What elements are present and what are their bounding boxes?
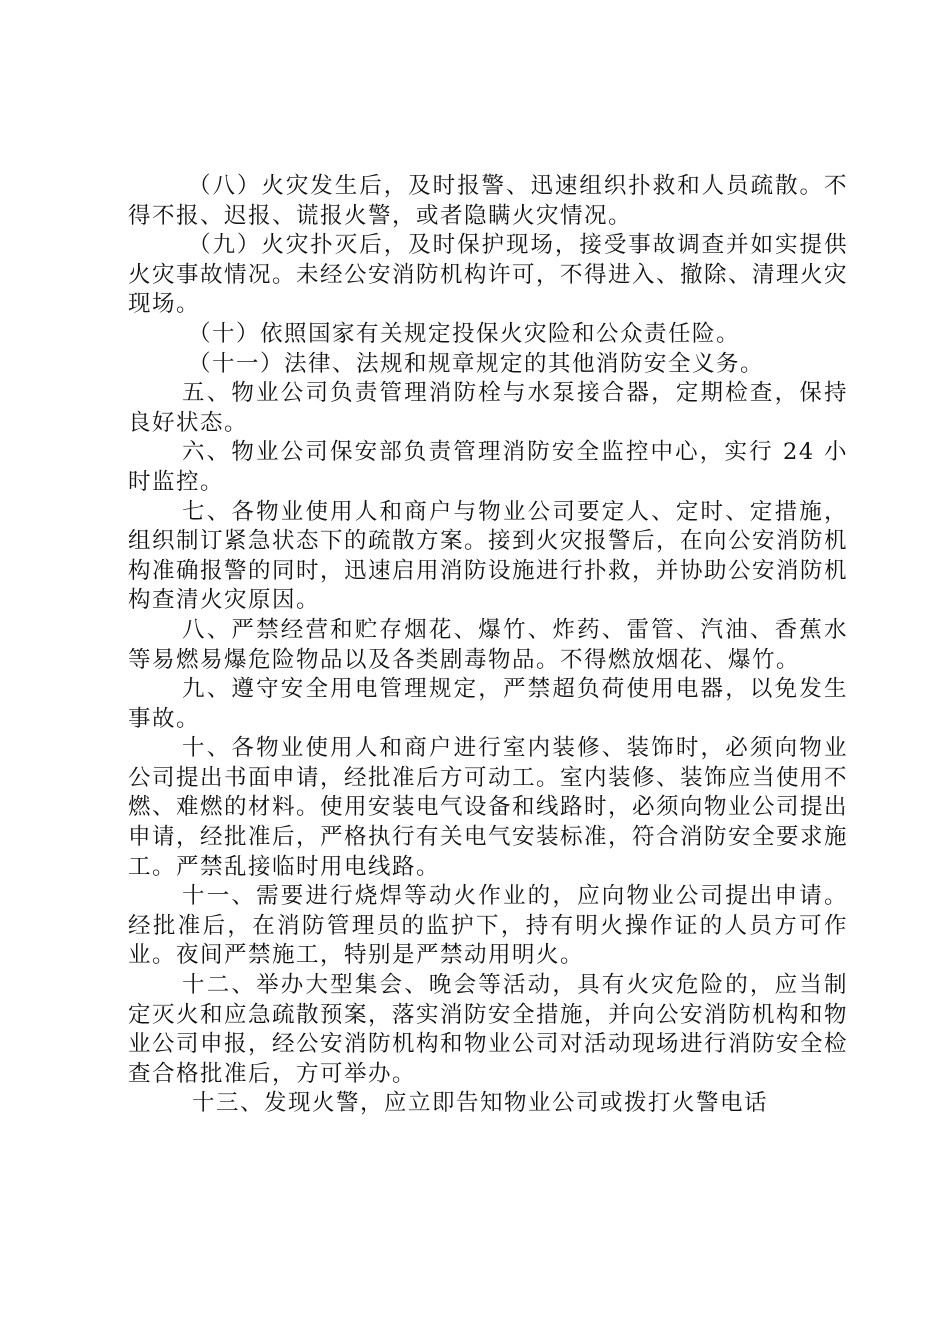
paragraph-article-6: 六、物业公司保安部负责管理消防安全监控中心，实行 24 小时监控。 <box>128 439 848 495</box>
paragraph-article-13: 十三、发现火警，应立即告知物业公司或拨打火警电话 <box>192 1090 769 1117</box>
paragraph-article-9: 九、遵守安全用电管理规定，严禁超负荷使用电器，以免发生事故。 <box>128 676 848 732</box>
paragraph-item-11: （十一）法律、法规和规章规定的其他消防安全义务。 <box>188 350 765 377</box>
paragraph-article-8: 八、严禁经营和贮存烟花、爆竹、炸药、雷管、汽油、香蕉水等易燃易爆危险物品以及各类剧毒物品。不得燃放烟花、爆竹。 <box>128 616 848 673</box>
paragraph-item-10: （十）依照国家有关规定投保火灾险和公众责任险。 <box>188 320 741 347</box>
paragraph-article-5: 五、物业公司负责管理消防栓与水泵接合器，定期检查，保持良好状态。 <box>128 380 848 436</box>
paragraph-article-7: 七、各物业使用人和商户与物业公司要定人、定时、定措施，组织制订紧急状态下的疏散方案。接到火灾报警后，在向公安消防机构准确报警的同时，迅速启用消防设施进行扑救，并协助公安消防机构查清火灾原因。 <box>128 498 849 614</box>
paragraph-item-8: （八）火灾发生后，及时报警、迅速组织扑救和人员疏散。不得不报、迟报、谎报火警，或者隐瞒火灾情况。 <box>128 173 848 229</box>
document-body <box>128 172 848 1119</box>
paragraph-article-11: 十一、需要进行烧焊等动火作业的，应向物业公司提出申请。经批准后，在消防管理员的监护下，持有明火操作证的人员方可作业。夜间严禁施工，特别是严禁动用明火。 <box>128 883 848 969</box>
paragraph-item-9: （九）火灾扑灭后，及时保护现场，接受事故调查并如实提供火灾事故情况。未经公安消防机构许可，不得进入、撤除、清理火灾现场。 <box>128 232 849 318</box>
paragraph-article-10: 十、各物业使用人和商户进行室内装修、装饰时，必须向物业公司提出书面申请，经批准后方可动工。室内装修、装饰应当使用不燃、难燃的材料。使用安装电气设备和线路时，必须向物业公司提出申请，经批准后，严格执行有关电气安装标准，符合消防安全要求施工。严禁乱接临时用电线路。 <box>128 735 849 880</box>
paragraph-article-12: 十二、举办大型集会、晚会等活动，具有火灾危险的，应当制定灭火和应急疏散预案，落实消防安全措施，并向公安消防机构和物业公司申报，经公安消防机构和物业公司对活动现场进行消防安全检查合格批准后，方可举办。 <box>128 972 849 1087</box>
